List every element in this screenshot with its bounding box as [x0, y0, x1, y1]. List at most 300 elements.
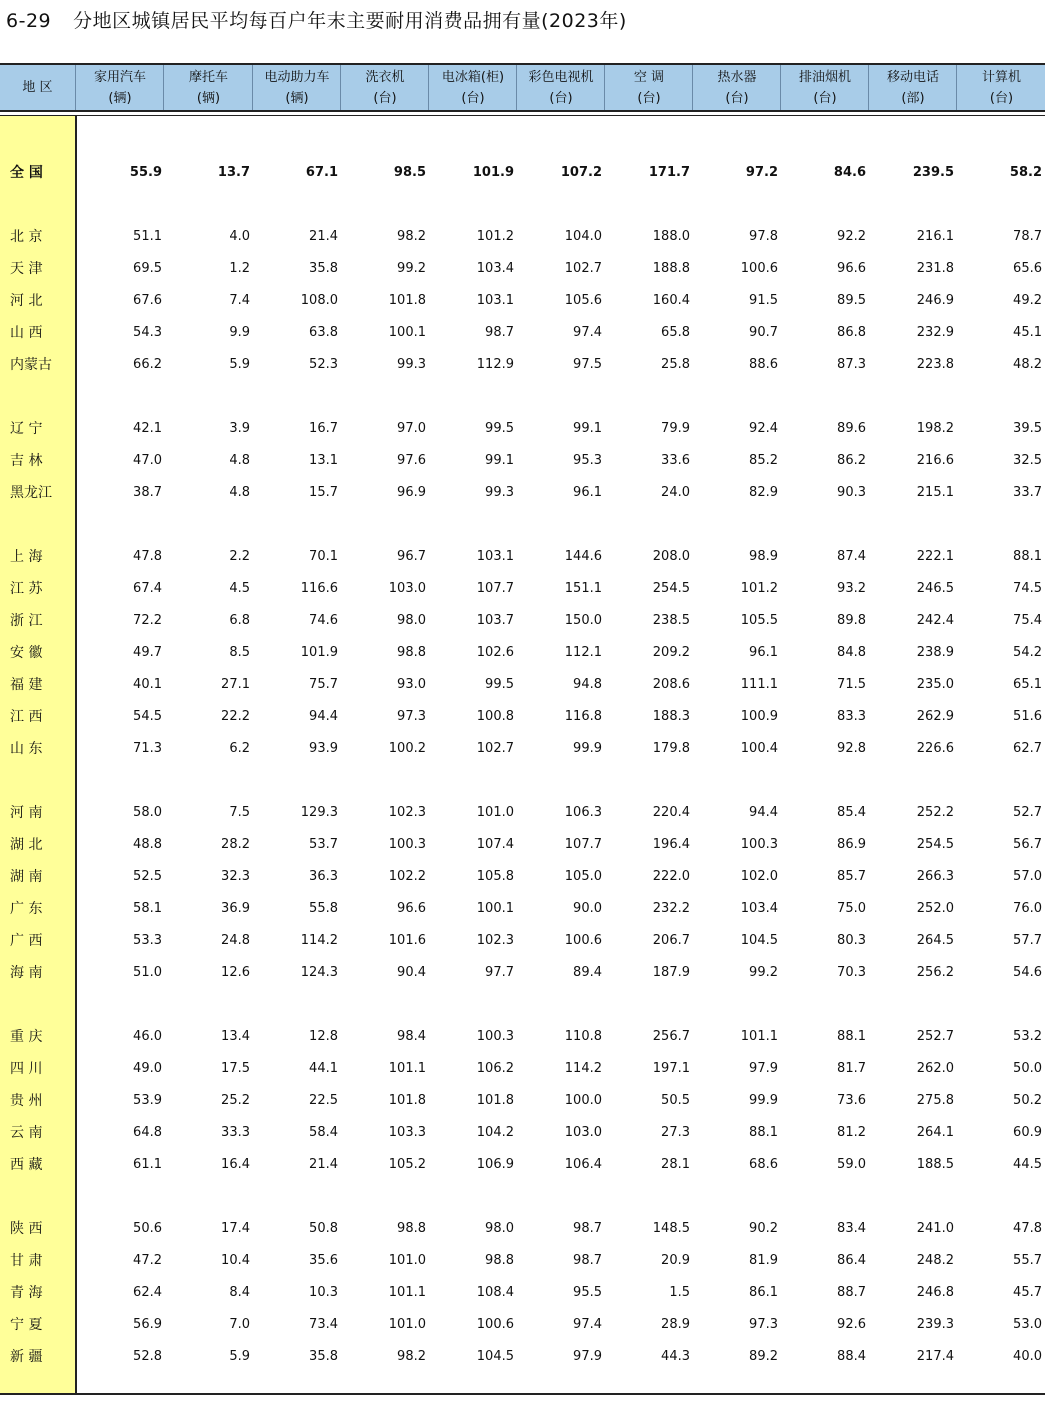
- table-cell: 97.4: [573, 325, 602, 340]
- region-name: 山 西: [10, 325, 43, 341]
- table-cell: 232.2: [652, 901, 690, 916]
- table-cell: 52.5: [133, 869, 162, 884]
- region-name: 海 南: [10, 965, 43, 981]
- table-cell: 206.7: [652, 933, 690, 948]
- table-cell: 4.8: [229, 453, 250, 468]
- table-cell: 104.2: [476, 1125, 514, 1140]
- table-cell: 98.7: [573, 1221, 602, 1236]
- table-cell: 97.2: [745, 165, 778, 180]
- table-cell: 27.1: [221, 677, 250, 692]
- table-cell: 65.6: [1013, 261, 1042, 276]
- header-col-name: 移动电话: [886, 69, 939, 85]
- table-cell: 56.7: [1013, 837, 1042, 852]
- table-cell: 188.8: [652, 261, 690, 276]
- table-cell: 67.6: [133, 293, 162, 308]
- table-cell: 101.1: [388, 1285, 426, 1300]
- table-cell: 101.8: [388, 293, 426, 308]
- table-cell: 99.2: [397, 261, 426, 276]
- header-col-name: 计算机: [981, 69, 1021, 85]
- table-row: [0, 1314, 1045, 1336]
- table-header: [0, 63, 1045, 112]
- table-cell: 87.3: [837, 357, 866, 372]
- region-name: 甘 肃: [10, 1253, 43, 1269]
- table-cell: 235.0: [916, 677, 954, 692]
- table-cell: 97.5: [573, 357, 602, 372]
- table-cell: 108.4: [476, 1285, 514, 1300]
- table-cell: 96.6: [837, 261, 866, 276]
- table-cell: 99.3: [397, 357, 426, 372]
- table-row: [0, 418, 1045, 440]
- region-name: 吉 林: [10, 453, 43, 469]
- table-cell: 104.5: [740, 933, 778, 948]
- header-col-unit: (台): [461, 90, 485, 106]
- header-col-3: [252, 65, 341, 110]
- table-cell: 98.8: [397, 645, 426, 660]
- table-cell: 238.9: [916, 645, 954, 660]
- table-cell: 107.7: [564, 837, 602, 852]
- table-cell: 107.4: [476, 837, 514, 852]
- table-cell: 103.3: [388, 1125, 426, 1140]
- table-cell: 88.1: [1013, 549, 1042, 564]
- table-cell: 63.8: [309, 325, 338, 340]
- table-cell: 99.5: [485, 677, 514, 692]
- table-cell: 101.9: [472, 165, 514, 180]
- table-cell: 7.4: [229, 293, 250, 308]
- table-cell: 6.2: [229, 741, 250, 756]
- table-cell: 89.4: [573, 965, 602, 980]
- table-cell: 9.9: [229, 325, 250, 340]
- region-name: 北 京: [10, 229, 43, 245]
- header-col-unit: (台): [813, 90, 837, 106]
- table-cell: 58.4: [309, 1125, 338, 1140]
- table-row: [0, 1154, 1045, 1176]
- table-cell: 1.5: [669, 1285, 690, 1300]
- table-cell: 50.8: [309, 1221, 338, 1236]
- region-name: 福 建: [10, 677, 43, 693]
- table-cell: 252.7: [916, 1029, 954, 1044]
- table-cell: 104.0: [564, 229, 602, 244]
- table-cell: 179.8: [652, 741, 690, 756]
- table-cell: 198.2: [916, 421, 954, 436]
- table-cell: 246.5: [916, 581, 954, 596]
- table-cell: 72.2: [133, 613, 162, 628]
- table-row: [0, 834, 1045, 856]
- table-cell: 88.1: [837, 1029, 866, 1044]
- table-cell: 6.8: [229, 613, 250, 628]
- table-cell: 101.0: [476, 805, 514, 820]
- table-cell: 27.3: [661, 1125, 690, 1140]
- table-cell: 5.9: [229, 357, 250, 372]
- table-cell: 90.2: [749, 1221, 778, 1236]
- table-cell: 93.0: [397, 677, 426, 692]
- table-cell: 12.6: [221, 965, 250, 980]
- table-cell: 33.7: [1013, 485, 1042, 500]
- header-col-1: [75, 65, 164, 110]
- table-cell: 246.8: [916, 1285, 954, 1300]
- table-row: [0, 642, 1045, 664]
- table-cell: 96.1: [573, 485, 602, 500]
- table-cell: 65.8: [661, 325, 690, 340]
- table-cell: 35.8: [309, 1349, 338, 1364]
- table-cell: 105.2: [388, 1157, 426, 1172]
- table-cell: 96.6: [397, 901, 426, 916]
- table-cell: 124.3: [300, 965, 338, 980]
- table-cell: 66.2: [133, 357, 162, 372]
- region-name: 云 南: [10, 1125, 43, 1141]
- table-cell: 20.9: [661, 1253, 690, 1268]
- table-cell: 254.5: [916, 837, 954, 852]
- table-cell: 55.8: [309, 901, 338, 916]
- table-cell: 44.1: [309, 1061, 338, 1076]
- table-cell: 49.2: [1013, 293, 1042, 308]
- header-col-5: [428, 65, 517, 110]
- table-cell: 98.8: [485, 1253, 514, 1268]
- table-cell: 246.9: [916, 293, 954, 308]
- table-cell: 98.9: [749, 549, 778, 564]
- table-cell: 5.9: [229, 1349, 250, 1364]
- table-cell: 83.4: [837, 1221, 866, 1236]
- table-cell: 49.0: [133, 1061, 162, 1076]
- header-col-unit: (台): [637, 90, 661, 106]
- table-cell: 70.1: [309, 549, 338, 564]
- table-cell: 107.7: [476, 581, 514, 596]
- header-col-name: 电冰箱(柜): [441, 69, 505, 85]
- table-cell: 220.4: [652, 805, 690, 820]
- table-cell: 262.9: [916, 709, 954, 724]
- table-cell: 98.8: [397, 1221, 426, 1236]
- table-cell: 239.3: [916, 1317, 954, 1332]
- header-col-6: [516, 65, 605, 110]
- table-cell: 86.1: [749, 1285, 778, 1300]
- table-cell: 55.7: [1013, 1253, 1042, 1268]
- region-name: 新 疆: [10, 1349, 43, 1365]
- table-cell: 52.7: [1013, 805, 1042, 820]
- table-cell: 84.6: [833, 165, 866, 180]
- table-cell: 25.2: [221, 1093, 250, 1108]
- table-cell: 10.4: [221, 1253, 250, 1268]
- table-cell: 28.9: [661, 1317, 690, 1332]
- table-cell: 82.9: [749, 485, 778, 500]
- region-name: 河 南: [10, 805, 43, 821]
- table-cell: 188.0: [652, 229, 690, 244]
- table-cell: 95.3: [573, 453, 602, 468]
- table-cell: 103.7: [476, 613, 514, 628]
- table-cell: 99.9: [573, 741, 602, 756]
- table-row: [0, 1026, 1045, 1048]
- header-col-name: 摩托车: [188, 69, 228, 85]
- table-cell: 238.5: [652, 613, 690, 628]
- table-cell: 33.3: [221, 1125, 250, 1140]
- table-cell: 248.2: [916, 1253, 954, 1268]
- table-cell: 226.6: [916, 741, 954, 756]
- table-cell: 89.6: [837, 421, 866, 436]
- table-row: [0, 738, 1045, 760]
- table-cell: 45.7: [1013, 1285, 1042, 1300]
- table-cell: 111.1: [740, 677, 778, 692]
- region-name: 西 藏: [10, 1157, 43, 1173]
- table-cell: 103.4: [476, 261, 514, 276]
- table-cell: 10.3: [309, 1285, 338, 1300]
- table-cell: 47.8: [133, 549, 162, 564]
- table-cell: 54.5: [133, 709, 162, 724]
- region-name: 黑龙江: [10, 485, 52, 501]
- region-name: 广 东: [10, 901, 43, 917]
- table-cell: 209.2: [652, 645, 690, 660]
- table-row: [0, 290, 1045, 312]
- table-cell: 35.8: [309, 261, 338, 276]
- table-cell: 94.8: [573, 677, 602, 692]
- table-cell: 106.9: [476, 1157, 514, 1172]
- table-cell: 53.2: [1013, 1029, 1042, 1044]
- table-cell: 101.2: [740, 581, 778, 596]
- table-cell: 55.9: [129, 165, 162, 180]
- header-col-name: 空 调: [633, 69, 665, 85]
- table-cell: 99.2: [749, 965, 778, 980]
- table-cell: 61.1: [133, 1157, 162, 1172]
- table-cell: 16.4: [221, 1157, 250, 1172]
- table-cell: 51.1: [133, 229, 162, 244]
- table-cell: 103.0: [388, 581, 426, 596]
- table-cell: 88.4: [837, 1349, 866, 1364]
- table-cell: 57.7: [1013, 933, 1042, 948]
- table-row: [0, 226, 1045, 248]
- table-cell: 254.5: [652, 581, 690, 596]
- table-cell: 264.1: [916, 1125, 954, 1140]
- table-cell: 97.9: [749, 1061, 778, 1076]
- table-cell: 92.4: [749, 421, 778, 436]
- region-name: 上 海: [10, 549, 43, 565]
- table-row: [0, 802, 1045, 824]
- table-cell: 62.7: [1013, 741, 1042, 756]
- table-cell: 215.1: [916, 485, 954, 500]
- table-cell: 102.2: [388, 869, 426, 884]
- table-cell: 50.2: [1013, 1093, 1042, 1108]
- table-cell: 87.4: [837, 549, 866, 564]
- region-name: 宁 夏: [10, 1317, 43, 1333]
- table-cell: 35.6: [309, 1253, 338, 1268]
- table-cell: 223.8: [916, 357, 954, 372]
- table-cell: 102.6: [476, 645, 514, 660]
- header-col-unit: (部): [901, 90, 925, 106]
- data-table: [0, 63, 1045, 1395]
- table-cell: 103.1: [476, 549, 514, 564]
- header-col-11: [956, 65, 1045, 110]
- header-col-unit: (台): [549, 90, 573, 106]
- table-cell: 112.1: [564, 645, 602, 660]
- table-cell: 262.0: [916, 1061, 954, 1076]
- table-title: [6, 6, 627, 33]
- region-name: 重 庆: [10, 1029, 43, 1045]
- table-cell: 98.2: [397, 229, 426, 244]
- table-cell: 102.7: [476, 741, 514, 756]
- table-cell: 84.8: [837, 645, 866, 660]
- table-cell: 81.2: [837, 1125, 866, 1140]
- header-col-name: 电动助力车: [264, 69, 330, 85]
- table-cell: 256.7: [652, 1029, 690, 1044]
- table-cell: 89.2: [749, 1349, 778, 1364]
- table-cell: 93.2: [837, 581, 866, 596]
- table-row: [0, 1346, 1045, 1368]
- table-cell: 197.1: [652, 1061, 690, 1076]
- table-cell: 74.5: [1013, 581, 1042, 596]
- table-cell: 231.8: [916, 261, 954, 276]
- table-cell: 32.3: [221, 869, 250, 884]
- table-cell: 208.6: [652, 677, 690, 692]
- table-cell: 105.0: [564, 869, 602, 884]
- table-cell: 171.7: [648, 165, 690, 180]
- table-cell: 8.5: [229, 645, 250, 660]
- table-cell: 99.9: [749, 1093, 778, 1108]
- table-cell: 12.8: [309, 1029, 338, 1044]
- table-cell: 59.0: [837, 1157, 866, 1172]
- table-cell: 4.8: [229, 485, 250, 500]
- table-cell: 105.5: [740, 613, 778, 628]
- table-cell: 50.0: [1013, 1061, 1042, 1076]
- table-cell: 106.2: [476, 1061, 514, 1076]
- region-name: 贵 州: [10, 1093, 43, 1109]
- table-cell: 15.7: [309, 485, 338, 500]
- table-cell: 100.0: [564, 1093, 602, 1108]
- table-row: [0, 578, 1045, 600]
- table-cell: 88.7: [837, 1285, 866, 1300]
- table-cell: 85.4: [837, 805, 866, 820]
- table-cell: 91.5: [749, 293, 778, 308]
- table-cell: 73.6: [837, 1093, 866, 1108]
- table-cell: 53.0: [1013, 1317, 1042, 1332]
- table-cell: 97.9: [573, 1349, 602, 1364]
- region-name: 河 北: [10, 293, 43, 309]
- table-cell: 78.7: [1013, 229, 1042, 244]
- table-cell: 144.6: [564, 549, 602, 564]
- header-col-10: [868, 65, 957, 110]
- table-cell: 104.5: [476, 1349, 514, 1364]
- table-row: [0, 962, 1045, 984]
- table-cell: 101.8: [476, 1093, 514, 1108]
- table-cell: 98.0: [485, 1221, 514, 1236]
- table-cell: 90.4: [397, 965, 426, 980]
- table-cell: 67.4: [133, 581, 162, 596]
- table-cell: 64.8: [133, 1125, 162, 1140]
- table-row: [0, 866, 1045, 888]
- table-cell: 103.1: [476, 293, 514, 308]
- table-cell: 100.9: [740, 709, 778, 724]
- table-cell: 40.0: [1013, 1349, 1042, 1364]
- table-cell: 100.1: [476, 901, 514, 916]
- region-name: 安 徽: [10, 645, 43, 661]
- table-cell: 196.4: [652, 837, 690, 852]
- table-cell: 275.8: [916, 1093, 954, 1108]
- table-cell: 187.9: [652, 965, 690, 980]
- table-cell: 54.6: [1013, 965, 1042, 980]
- table-cell: 92.6: [837, 1317, 866, 1332]
- table-cell: 188.3: [652, 709, 690, 724]
- table-cell: 53.9: [133, 1093, 162, 1108]
- table-cell: 106.3: [564, 805, 602, 820]
- table-cell: 24.8: [221, 933, 250, 948]
- table-cell: 103.0: [564, 1125, 602, 1140]
- table-row: [0, 898, 1045, 920]
- table-cell: 100.3: [740, 837, 778, 852]
- table-row: [0, 1250, 1045, 1272]
- table-cell: 97.3: [749, 1317, 778, 1332]
- table-cell: 93.9: [309, 741, 338, 756]
- table-cell: 105.6: [564, 293, 602, 308]
- table-cell: 148.5: [652, 1221, 690, 1236]
- table-cell: 86.9: [837, 837, 866, 852]
- table-number: 6-29: [6, 10, 52, 32]
- table-cell: 99.3: [485, 485, 514, 500]
- table-cell: 252.0: [916, 901, 954, 916]
- table-cell: 21.4: [309, 229, 338, 244]
- table-cell: 56.9: [133, 1317, 162, 1332]
- table-cell: 36.3: [309, 869, 338, 884]
- table-cell: 60.9: [1013, 1125, 1042, 1140]
- header-col-unit: (台): [725, 90, 749, 106]
- region-name: 江 西: [10, 709, 43, 725]
- region-name: 广 西: [10, 933, 43, 949]
- header-col-2: [163, 65, 253, 110]
- table-cell: 81.7: [837, 1061, 866, 1076]
- region-name: 湖 北: [10, 837, 43, 853]
- table-cell: 81.9: [749, 1253, 778, 1268]
- table-row: [0, 482, 1045, 504]
- table-cell: 75.0: [837, 901, 866, 916]
- table-cell: 97.7: [485, 965, 514, 980]
- table-cell: 98.7: [573, 1253, 602, 1268]
- table-cell: 69.5: [133, 261, 162, 276]
- header-col-unit: (台): [373, 90, 397, 106]
- table-cell: 100.2: [388, 741, 426, 756]
- table-cell: 89.8: [837, 613, 866, 628]
- header-col-unit: (辆): [196, 90, 221, 106]
- table-cell: 222.0: [652, 869, 690, 884]
- table-cell: 101.1: [388, 1061, 426, 1076]
- table-cell: 217.4: [916, 1349, 954, 1364]
- table-cell: 50.5: [661, 1093, 690, 1108]
- table-cell: 90.3: [837, 485, 866, 500]
- header-col-name: 彩色电视机: [528, 69, 594, 85]
- table-cell: 264.5: [916, 933, 954, 948]
- table-cell: 39.5: [1013, 421, 1042, 436]
- table-cell: 94.4: [309, 709, 338, 724]
- table-cell: 100.6: [564, 933, 602, 948]
- table-cell: 97.4: [573, 1317, 602, 1332]
- table-cell: 100.8: [476, 709, 514, 724]
- table-cell: 46.0: [133, 1029, 162, 1044]
- table-cell: 88.6: [749, 357, 778, 372]
- table-cell: 47.0: [133, 453, 162, 468]
- region-name: 四 川: [10, 1061, 43, 1077]
- table-cell: 86.4: [837, 1253, 866, 1268]
- region-name: 山 东: [10, 741, 43, 757]
- region-name: 内蒙古: [10, 357, 52, 373]
- region-name: 辽 宁: [10, 421, 43, 437]
- table-row: [0, 1218, 1045, 1240]
- header-col-name: 热水器: [717, 69, 757, 85]
- table-row: [0, 706, 1045, 728]
- table-cell: 17.4: [221, 1221, 250, 1236]
- table-cell: 101.6: [388, 933, 426, 948]
- header-col-unit: (台): [989, 90, 1014, 106]
- table-cell: 241.0: [916, 1221, 954, 1236]
- table-cell: 100.4: [740, 741, 778, 756]
- table-cell: 97.0: [397, 421, 426, 436]
- table-cell: 102.3: [388, 805, 426, 820]
- table-cell: 73.4: [309, 1317, 338, 1332]
- table-cell: 4.5: [229, 581, 250, 596]
- table-cell: 85.2: [749, 453, 778, 468]
- table-cell: 86.8: [837, 325, 866, 340]
